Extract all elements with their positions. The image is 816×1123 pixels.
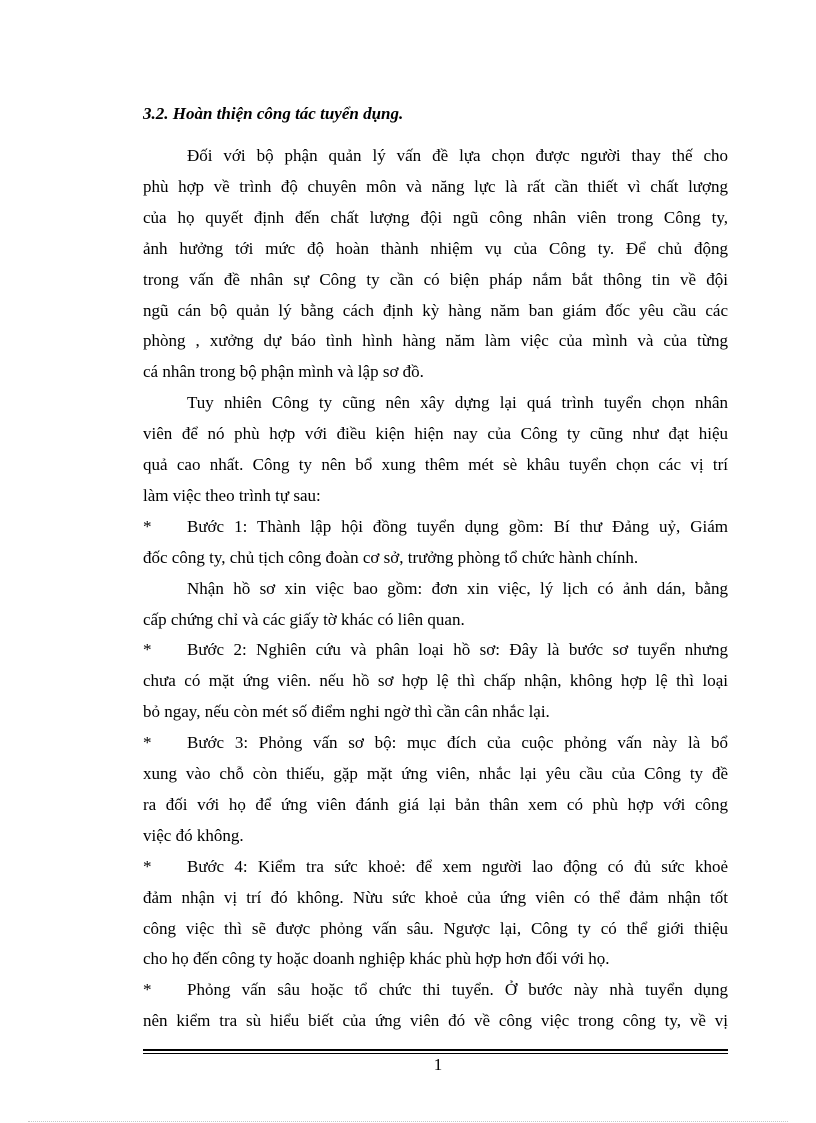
text-line: của họ quyết định đến chất lượng đội ngũ công nhân viên trong Công ty, — [143, 207, 728, 227]
bullet-text: Phỏng vấn sâu hoặc tổ chức thi tuyển. Ở bước này nhà tuyển dụng — [187, 980, 728, 1000]
text-line — [143, 733, 728, 753]
text-line: ngũ cán bộ quản lý bằng cách định kỳ hàng năm ban giám đốc yêu cầu các — [143, 300, 728, 320]
bullet-text: Bước 1: Thành lập hội đồng tuyển dụng gồm: Bí thư Đảng uỷ, Giám — [187, 516, 728, 536]
text-line: phòng , xưởng dự báo tình hình hàng năm làm việc của mình và của từng — [143, 331, 728, 351]
text-line: ra đối với họ để ứng viên đánh giá lại bản thân xem có phù hợp với công — [143, 794, 728, 814]
text-line: đốc công ty, chủ tịch công đoàn cơ sở, trưởng phòng tổ chức hành chính. — [143, 547, 639, 567]
text-line: cấp chứng chỉ và các giấy tờ khác có liên quan. — [143, 609, 465, 629]
text-line: Tuy nhiên Công ty cũng nên xây dựng lại quá trình tuyển chọn nhân — [187, 393, 728, 413]
text-line: cho họ đến công ty hoặc doanh nghiệp khác phù hợp hơn đối với họ. — [143, 949, 610, 969]
footer-rule-thick — [143, 1049, 728, 1051]
bullet-star: * — [143, 733, 152, 753]
page-number: 1 — [433, 1055, 443, 1074]
text-line: nên kiểm tra sù hiểu biết của ứng viên đó về công việc trong công ty, về vị — [143, 1011, 728, 1031]
text-line: trong vấn đề nhân sự Công ty cần có biện pháp nắm bắt thông tin về đội — [143, 269, 728, 289]
text-line — [143, 640, 728, 660]
text-line: cá nhân trong bộ phận mình và lập sơ đồ. — [143, 362, 424, 382]
text-line: đảm nhận vị trí đó không. Nừu sức khoẻ của ứng viên có thể đảm nhận tốt — [143, 887, 728, 907]
text-line: bỏ ngay, nếu còn mét số điểm nghi ngờ thì cần cân nhắc lại. — [143, 702, 550, 722]
text-line: ảnh hưởng tới mức độ hoàn thành nhiệm vụ của Công ty. Để chủ động — [143, 238, 728, 258]
section-heading: 3.2. Hoàn thiện công tác tuyển dụng. — [143, 104, 404, 123]
text-line — [143, 980, 728, 1000]
bullet-star: * — [143, 980, 152, 1000]
text-line: chưa có mặt ứng viên. nếu hồ sơ hợp lệ thì chấp nhận, không hợp lệ thì loại — [143, 671, 728, 691]
text-line: công việc thì sẽ được phỏng vấn sâu. Ngược lại, Công ty có thể giới thiệu — [143, 918, 728, 938]
bullet-text: Bước 2: Nghiên cứu và phân loại hồ sơ: Đây là bước sơ tuyển nhưng — [187, 640, 728, 660]
bullet-star: * — [143, 640, 152, 660]
text-line: viên để nó phù hợp với điều kiện hiện nay của Công ty cũng như đạt hiệu — [143, 424, 728, 444]
text-line: Nhận hồ sơ xin việc bao gồm: đơn xin việc, lý lịch có ảnh dán, bằng — [187, 578, 728, 598]
text-line — [143, 857, 728, 877]
text-line: Đối với bộ phận quản lý vấn đề lựa chọn được người thay thế cho — [187, 146, 728, 165]
text-line: phù hợp về trình độ chuyên môn và năng lực là rất cần thiết vì chất lượng — [143, 176, 728, 196]
text-line: quả cao nhất. Công ty nên bổ xung thêm mét sè khâu tuyển chọn các vị trí — [143, 455, 728, 474]
text-line: xung vào chỗ còn thiếu, gặp mặt ứng viên, nhắc lại yêu cầu của Công ty đề — [143, 764, 728, 783]
bullet-text: Bước 4: Kiểm tra sức khoẻ: để xem người lao động có đủ sức khoẻ — [187, 856, 728, 876]
bullet-star: * — [143, 856, 152, 876]
page-edge-divider — [28, 1121, 788, 1122]
bullet-text: Bước 3: Phỏng vấn sơ bộ: mục đích của cuộc phỏng vấn này là bổ — [187, 733, 728, 753]
text-line — [143, 517, 728, 537]
footer-rule-thin — [143, 1053, 728, 1054]
text-line: việc đó không. — [143, 825, 244, 845]
text-line: làm việc theo trình tự sau: — [143, 485, 321, 505]
bullet-star: * — [143, 516, 152, 536]
